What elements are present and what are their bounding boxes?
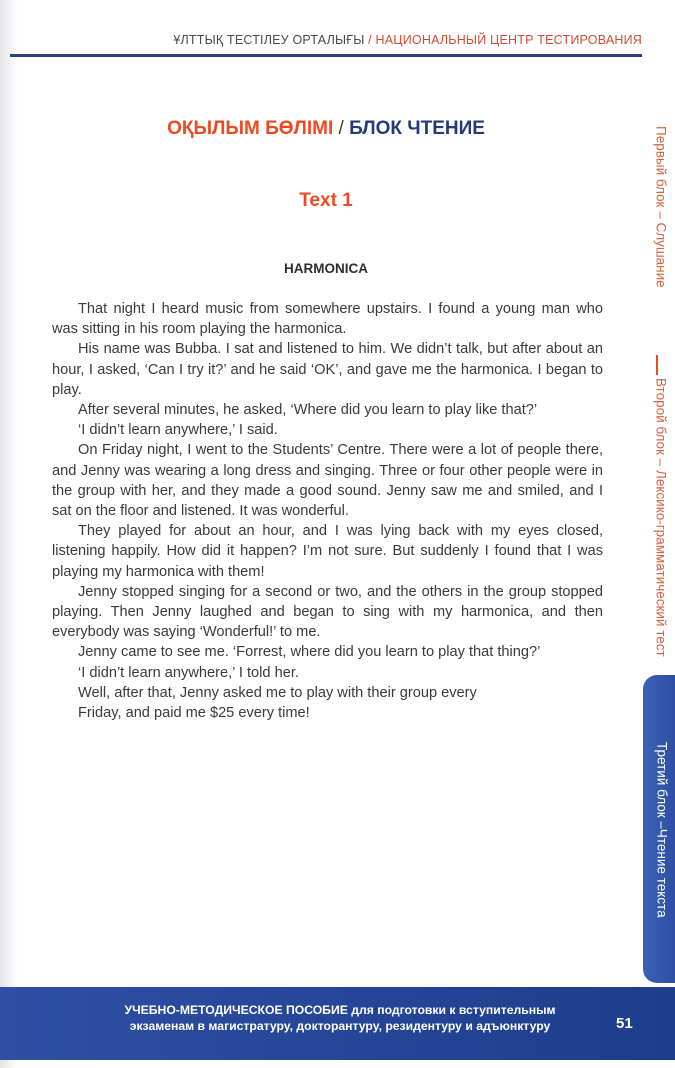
- story-paragraph: Friday, and paid me $25 every time!: [78, 705, 310, 722]
- page-number: 51: [616, 1015, 633, 1032]
- side-tab-marker: [656, 355, 658, 375]
- page-edge-shadow: [0, 0, 18, 1068]
- story-paragraph: ‘I didn’t learn anywhere,’ I said.: [78, 422, 278, 439]
- story-paragraph: His name was Bubba. I sat and listened to him. We didn’t talk, but after about an hour, I asked, ‘Can I try it?’ and he said ‘OK’, and gave me the harmonica. I began to play.: [52, 341, 603, 398]
- header-ru: НАЦИОНАЛЬНЫЙ ЦЕНТР ТЕСТИРОВАНИЯ: [375, 33, 642, 47]
- story-title: HARMONICA: [284, 261, 368, 276]
- footer-line-1: [105, 1002, 575, 1018]
- header-divider: [10, 54, 642, 57]
- header-kz: ҰЛТТЫҚ ТЕСТІЛЕУ ОРТАЛЫҒЫ: [173, 33, 365, 47]
- footer-title: УЧЕБНО-МЕТОДИЧЕСКОЕ ПОСОБИЕ: [124, 1003, 348, 1017]
- header-separator: /: [364, 33, 376, 47]
- section-title-ru: БЛОК ЧТЕНИЕ: [349, 118, 485, 139]
- section-title: [10, 118, 642, 140]
- footer-text: [105, 1002, 575, 1034]
- side-tab-listening: Первый блок – Слушание: [653, 126, 669, 288]
- story-paragraph: ‘I didn’t learn anywhere,’ I told her.: [78, 664, 299, 681]
- story-paragraph: Jenny stopped singing for a second or two, and the others in the group stopped playing. Then Jenny laughed and began to sing with my harmonica, and then everybody was saying ‘Wonderful!’ to me.: [52, 583, 603, 641]
- story-paragraph: Jenny came to see me. ‘Forrest, where did you learn to play that thing?’: [78, 644, 541, 661]
- story-paragraph: They played for about an hour, and I was lying back with my eyes closed, listening happily. How did it happen? I’m not sure. But suddenly I found that I was playing my harmonica with them!: [52, 523, 603, 580]
- page-footer: [0, 987, 675, 1060]
- story-paragraph: Well, after that, Jenny asked me to play with their group every: [78, 684, 477, 701]
- page-header: [10, 33, 642, 47]
- section-title-separator: /: [333, 118, 350, 139]
- footer-subtitle: для подготовки к вступительным: [347, 1003, 556, 1017]
- side-tab-reading: Третий блок –Чтение текста: [654, 742, 670, 918]
- story-body: [52, 299, 603, 723]
- text-title: Text 1: [299, 190, 353, 211]
- side-tab-grammar: Второй блок – Лексико-грамматический тест: [653, 378, 669, 657]
- footer-line-2: экзаменам в магистратуру, докторантуру, резидентуру и адъюнктуру: [129, 1019, 551, 1033]
- story-paragraph: On Friday night, I went to the Students’ Centre. There were a lot of people there, and Jenny was wearing a long dress and singing. Three or four other people were in the group with her, and they made a good sound. Jenny saw me and smiled, and I sat on the floor and listened. It was wonderful.: [52, 442, 603, 520]
- story-paragraph: After several minutes, he asked, ‘Where did you learn to play like that?’: [78, 402, 538, 419]
- section-title-kz: ОҚЫЛЫМ БӨЛІМІ: [167, 118, 334, 139]
- story-paragraph: That night I heard music from somewhere upstairs. I found a young man who was sitting in his room playing the harmonica.: [52, 301, 603, 338]
